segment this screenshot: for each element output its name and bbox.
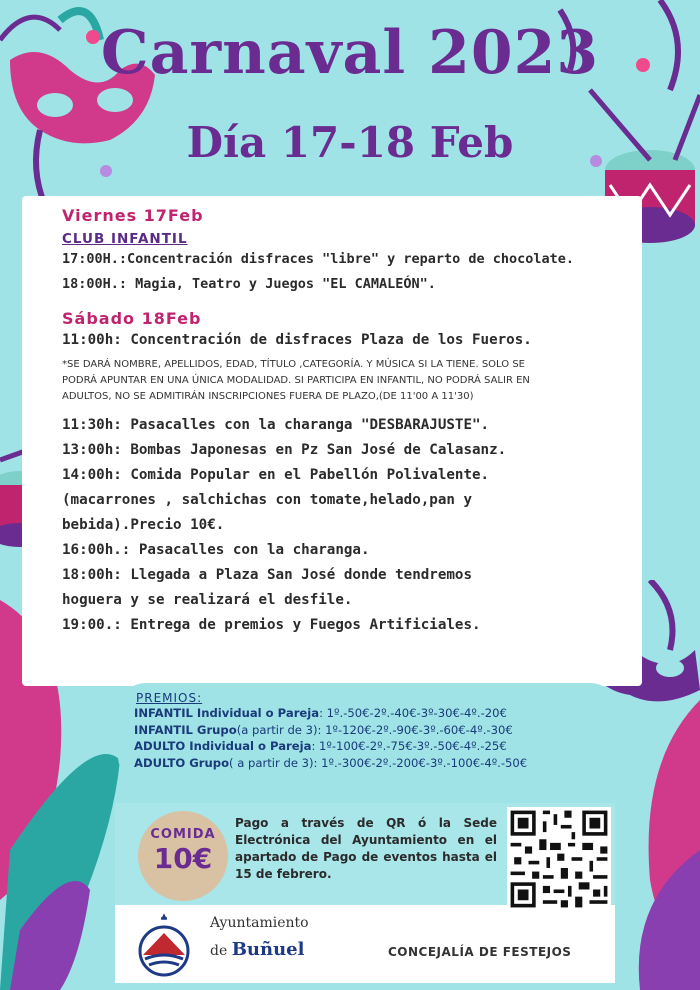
payment-footer-panel	[115, 803, 615, 983]
payment-instructions: Pago a través de QR ó la Sede Electrónica del Ayuntamiento en el apartado de Pago de eventos hasta el 15 de febrero.	[235, 816, 497, 881]
registration-note	[62, 357, 630, 405]
friday-heading: Viernes 17Feb	[62, 206, 204, 225]
feathers-bottom-right-illustration	[620, 700, 700, 990]
department-name: CONCEJALÍA DE FESTEJOS	[388, 945, 572, 959]
comida-label: COMIDA	[150, 827, 216, 842]
note-line: PODRÁ APUNTAR EN UNA ÚNICA MODALIDAD. SI PARTICIPA EN INFANTIL, NO PODRÁ SALIR EN	[62, 375, 530, 386]
prize-row	[134, 755, 602, 772]
comida-price: 10€	[153, 842, 213, 875]
saturday-event-line: 16:00h.: Pasacalles con la charanga.	[62, 542, 370, 558]
friday-event-line: 17:00H.:Concentración disfraces "libre" y reparto de chocolate.	[62, 251, 575, 267]
prize-amounts: ( a partir de 3): 1º.-300€-2º.-200€-3º.-100€-4º.-50€	[229, 755, 528, 770]
saturday-heading: Sábado 18Feb	[62, 309, 202, 328]
prize-category: INFANTIL Grupo	[134, 722, 237, 737]
prize-amounts: : 1º.-50€-2º.-40€-3º-30€-4º.-20€	[319, 706, 507, 720]
saturday-event-line: hoguera y se realizará el desfile.	[62, 592, 353, 608]
prize-row	[134, 722, 602, 739]
program-panel	[22, 196, 642, 686]
prizes-label: PREMIOS:	[136, 691, 203, 705]
comida-price-badge	[138, 811, 228, 901]
town-hall-logo-icon	[135, 913, 193, 977]
prize-category: INFANTIL Individual o Pareja	[134, 706, 320, 720]
prize-category: ADULTO Grupo	[134, 755, 230, 770]
note-line: ADULTOS, NO SE ADMITIRÁN INSCRIPCIONES FUERA DE PLAZO,(DE 11'00 A 11'30)	[62, 391, 474, 402]
saturday-event-line: 13:00h: Bombas Japonesas en Pz San José de Calasanz.	[62, 442, 507, 458]
prize-row	[134, 738, 602, 755]
club-infantil-label: CLUB INFANTIL	[62, 231, 188, 247]
saturday-event-line: 11:00h: Concentración de disfraces Plaza de los Fueros.	[62, 332, 532, 348]
saturday-event-line: (macarrones , salchichas con tomate,helado,pan y	[62, 492, 472, 508]
note-line: *SE DARÁ NOMBRE, APELLIDOS, EDAD, TÍTULO ,CATEGORÍA. Y MÚSICA SI LA TIENE. SOLO SE	[62, 359, 525, 370]
town-name: Buñuel	[231, 939, 305, 960]
saturday-event-line: 14:00h: Comida Popular en el Pabellón Polivalente.	[62, 467, 490, 483]
prizes-panel	[118, 683, 618, 784]
prize-row	[134, 705, 602, 722]
saturday-event-line: 11:30h: Pasacalles con la charanga "DESBARAJUSTE".	[62, 417, 490, 433]
saturday-event-line: 19:00.: Entrega de premios y Fuegos Artificiales.	[62, 617, 481, 633]
saturday-event-line: 18:00h: Llegada a Plaza San José donde tendremos	[62, 567, 472, 583]
qr-code[interactable]	[507, 807, 611, 911]
prize-amounts: (a partir de 3): 1º-120€-2º.-90€-3º.-60€-4º.-30€	[236, 722, 513, 737]
friday-event-line: 18:00H.: Magia, Teatro y Juegos "EL CAMALEÓN".	[62, 276, 436, 292]
event-title: Carnaval 2023	[100, 18, 600, 88]
town-hall-name: Ayuntamiento	[210, 915, 309, 931]
event-dates: Día 17-18 Feb	[186, 118, 514, 167]
prize-amounts: : 1º-100€-2º.-75€-3º.-50€-4º.-25€	[311, 739, 507, 753]
prize-category: ADULTO Individual o Pareja	[134, 739, 312, 753]
town-name-line	[210, 939, 304, 960]
saturday-event-line: bebida).Precio 10€.	[62, 517, 225, 533]
town-prefix: de	[210, 943, 228, 959]
